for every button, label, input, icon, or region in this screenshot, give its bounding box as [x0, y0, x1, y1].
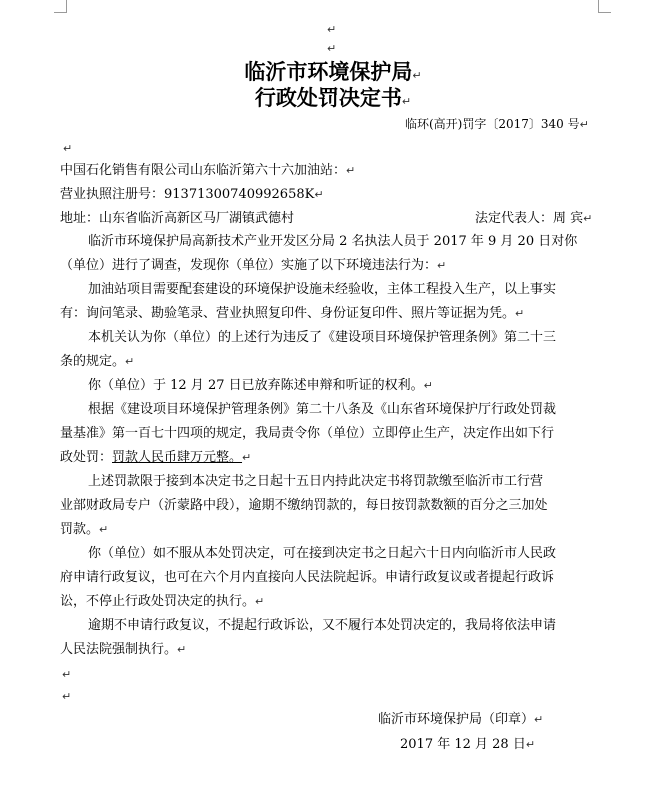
title-agency — [0, 60, 666, 88]
paragraph-mark: ↵ — [125, 355, 135, 368]
body-line — [60, 354, 134, 370]
body-line: 根据《建设项目环境保护管理条例》第二十八条及《山东省环境保护厅行政处罚裁 — [88, 402, 557, 417]
document-number-text: 临环(高开)罚字〔2017〕340 号 — [405, 117, 580, 131]
paragraph-mark: ↵ — [177, 643, 187, 656]
body-line: 逾期不申请行政复议，不提起行政诉讼，又不履行本处罚决定的，我局将依法申请 — [88, 618, 557, 633]
paragraph-mark: ↵ — [583, 212, 593, 225]
body-line — [60, 642, 186, 658]
body-line: 你（单位）如不服从本处罚决定，可在接到决定书之日起六十日内向临沂市人民政 — [88, 546, 557, 561]
paragraph-mark: ↵ — [62, 668, 72, 681]
issue-date-text: 2017 年 12 月 28 日 — [400, 737, 526, 752]
issuer-signature — [378, 712, 543, 728]
address — [60, 211, 294, 227]
paragraph-mark: ↵ — [346, 164, 356, 177]
legal-representative — [475, 211, 592, 227]
paragraph-mark: ↵ — [534, 713, 544, 726]
paragraph-mark: ↵ — [314, 188, 324, 201]
body-line: 府申请行政复议，也可在六个月内直接向人民法院起诉。申请行政复议或者提起行政诉 — [60, 570, 555, 585]
party-name — [60, 163, 355, 179]
business-license — [60, 187, 324, 203]
paragraph-mark: ↵ — [437, 259, 447, 272]
body-line — [60, 306, 524, 322]
body-line: 加油站项目需要配套建设的环境保护设施未经验收，主体工程投入生产，以上事实 — [88, 282, 557, 297]
body-line — [60, 450, 251, 466]
body-line-text: 条的规定。 — [60, 354, 126, 369]
body-line: 临沂市环境保护局高新技术产业开发区分局 2 名执法人员于 2017 年 9 月 20 日对你 — [88, 234, 578, 249]
title-doc-type — [0, 86, 666, 114]
body-line — [60, 258, 446, 274]
paragraph-mark: ↵ — [63, 142, 73, 155]
address-text: 地址：山东省临沂高新区马厂湖镇武德村 — [60, 211, 295, 226]
paragraph-mark: ↵ — [401, 95, 412, 108]
paragraph-mark: ↵ — [99, 523, 109, 536]
body-line-text: （单位）进行了调查，发现你（单位）实施了以下环境违法行为： — [60, 258, 438, 273]
body-line — [60, 522, 108, 538]
paragraph-mark: ↵ — [423, 379, 433, 392]
paragraph-mark: ↵ — [327, 42, 337, 55]
issuer-text: 临沂市环境保护局（印章） — [378, 712, 535, 727]
title-agency-text: 临沂市环境保护局 — [244, 59, 413, 84]
crop-mark-top-left — [54, 0, 67, 13]
body-line-text: 有：询问笔录、勘验笔录、营业执照复印件、身份证复印件、照片等证据为凭。 — [60, 306, 516, 321]
paragraph-mark: ↵ — [242, 451, 252, 464]
body-line-text: 罚款。 — [60, 522, 100, 537]
paragraph-mark: ↵ — [579, 118, 589, 131]
penalty-amount: 罚款人民币肆万元整。 — [112, 450, 243, 465]
paragraph-mark: ↵ — [412, 69, 422, 82]
paragraph-mark: ↵ — [327, 23, 337, 36]
body-line: 业部财政局专户（沂蒙路中段），逾期不缴纳罚款的，每日按罚款数额的百分之三加处 — [60, 498, 548, 513]
crop-mark-top-right — [598, 0, 611, 13]
body-line-text: 人民法院强制执行。 — [60, 642, 178, 657]
body-line-text: 你（单位）于 12 月 27 日已放弃陈述申辩和听证的权利。 — [88, 378, 424, 393]
body-line: 本机关认为你（单位）的上述行为违反了《建设项目环境保护管理条例》第二十三 — [88, 330, 557, 345]
issue-date — [400, 737, 535, 753]
party-name-text: 中国石化销售有限公司山东临沂第六十六加油站： — [60, 163, 347, 178]
title-doc-type-text: 行政处罚决定书 — [254, 85, 402, 110]
body-line — [88, 378, 433, 394]
body-line-text: 讼，不停止行政处罚决定的执行。 — [60, 594, 256, 609]
legal-representative-text: 法定代表人：周 宾 — [475, 211, 584, 226]
document-number — [405, 116, 589, 133]
body-line-text: 政处罚： — [60, 450, 113, 465]
body-line — [60, 594, 264, 610]
paragraph-mark: ↵ — [515, 307, 525, 320]
body-line: 上述罚款限于接到本决定书之日起十五日内持此决定书将罚款缴至临沂市工行营 — [88, 474, 544, 489]
paragraph-mark: ↵ — [255, 595, 265, 608]
paragraph-mark: ↵ — [62, 690, 72, 703]
body-line: 量基准》第一百七十四项的规定，我局责令你（单位）立即停止生产，决定作出如下行 — [60, 426, 555, 441]
paragraph-mark: ↵ — [525, 738, 536, 751]
business-license-text: 营业执照注册号：91371300740992658K — [60, 187, 315, 202]
